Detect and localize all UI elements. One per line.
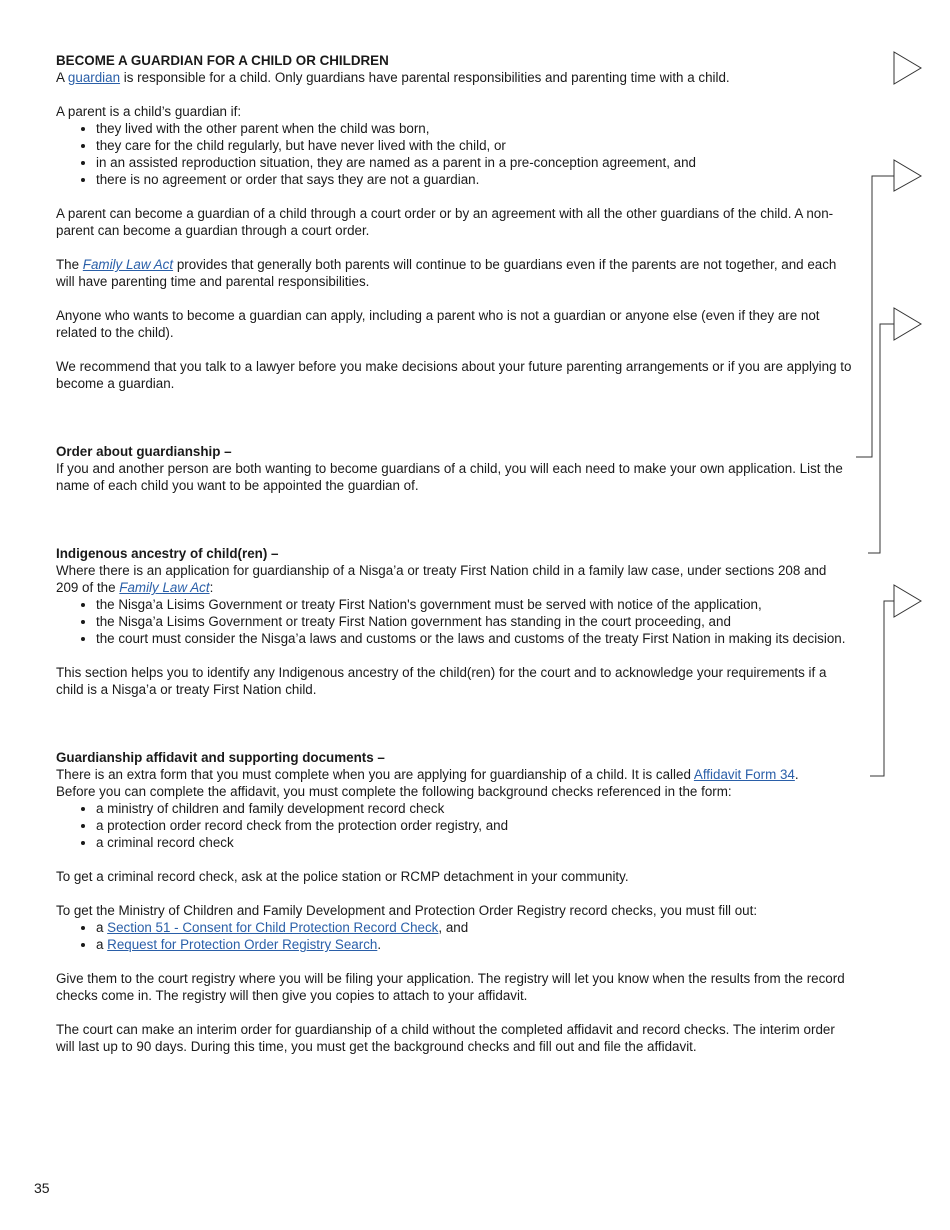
order-heading: Order about guardianship – xyxy=(56,444,232,459)
list-item: • a ministry of children and family development record check xyxy=(96,800,852,817)
list-item: • the court must consider the Nisga’a laws and customs or the laws and customs of the treaty First Nation in making its decision. xyxy=(96,630,852,647)
family-law-act-paragraph: The Family Law Act provides that generally both parents will continue to be guardians even if the parents are not together, and each will have parenting time and parental responsibilities. xyxy=(56,257,837,289)
bracket-line-2 xyxy=(856,176,894,457)
flag-marker-3 xyxy=(894,308,921,340)
list-item: • there is no agreement or order that says they are not a guardian. xyxy=(96,171,852,188)
become-guardian-paragraph: A parent can become a guardian of a child through a court order or by an agreement with all the other guardians of the child. A non-parent can become a guardian through a court order. xyxy=(56,206,834,238)
section-51-consent-link[interactable]: Section 51 - Consent for Child Protection Record Check xyxy=(107,920,439,935)
indigenous-body: Where there is an application for guardianship of a Nisga’a or treaty First Nation child in a family law case, under sections 208 and 209 of the Family Law Act: xyxy=(56,563,827,595)
fill-out-lead: To get the Ministry of Children and Family Development and Protection Order Registry record checks, you must fill out: xyxy=(56,903,758,918)
page-number: 35 xyxy=(34,1180,50,1196)
affidavit-before: Before you can complete the affidavit, you must complete the following background checks referenced in the form: xyxy=(56,784,732,799)
list-item: • a protection order record check from the protection order registry, and xyxy=(96,817,852,834)
protection-order-search-link[interactable]: Request for Protection Order Registry Search xyxy=(107,937,378,952)
family-law-act-link[interactable]: Family Law Act xyxy=(119,580,210,595)
registry-paragraph: Give them to the court registry where you will be filing your application. The registry will let you know when the results from the record checks come in. The registry will then give you copies to attach to your affidavit. xyxy=(56,971,845,1003)
indigenous-heading: Indigenous ancestry of child(ren) – xyxy=(56,546,279,561)
flag-marker-1 xyxy=(894,52,921,84)
list-item: • in an assisted reproduction situation, they are named as a parent in a pre-conception agreement, and xyxy=(96,154,852,171)
affidavit-body: There is an extra form that you must complete when you are applying for guardianship of a child. It is called Affidavit Form 34. xyxy=(56,767,799,782)
affidavit-heading: Guardianship affidavit and supporting documents – xyxy=(56,750,385,765)
family-law-act-link[interactable]: Family Law Act xyxy=(82,257,174,272)
parent-guardian-list xyxy=(56,120,852,188)
list-item: • a Section 51 - Consent for Child Protection Record Check, and xyxy=(96,919,852,936)
forms-list xyxy=(56,919,852,953)
list-item: • the Nisga’a Lisims Government or treaty First Nation government has standing in the court proceeding, and xyxy=(96,613,852,630)
background-checks-list xyxy=(56,800,852,851)
document-body xyxy=(56,52,852,1055)
bracket-line-4 xyxy=(870,601,894,776)
list-item: • they care for the child regularly, but have never lived with the child, or xyxy=(96,137,852,154)
order-body: If you and another person are both wanting to become guardians of a child, you will each need to make your own application. List the name of each child you want to be appointed the guardian of. xyxy=(56,461,843,493)
list-item: • the Nisga’a Lisims Government or treaty First Nation's government must be served with notice of the application, xyxy=(96,596,852,613)
criminal-check-paragraph: To get a criminal record check, ask at the police station or RCMP detachment in your community. xyxy=(56,869,629,884)
flag-marker-2 xyxy=(894,160,921,191)
indigenous-list xyxy=(56,596,852,647)
flag-marker-4 xyxy=(894,585,921,617)
anyone-paragraph: Anyone who wants to become a guardian can apply, including a parent who is not a guardian or anyone else (even if they are not related to the child). xyxy=(56,308,820,340)
indigenous-closing: This section helps you to identify any Indigenous ancestry of the child(ren) for the court and to acknowledge your requirements if a child is a Nisga’a or treaty First Nation child. xyxy=(56,665,827,697)
parent-guardian-lead: A parent is a child’s guardian if: xyxy=(56,104,242,119)
guardian-link[interactable]: guardian xyxy=(67,70,121,85)
guardian-intro: A guardian is responsible for a child. Only guardians have parental responsibilities and parenting time with a child. xyxy=(56,70,730,85)
list-item: • a Request for Protection Order Registry Search. xyxy=(96,936,852,953)
affidavit-form-34-link[interactable]: Affidavit Form 34 xyxy=(693,767,795,782)
list-item: • they lived with the other parent when the child was born, xyxy=(96,120,852,137)
list-item: • a criminal record check xyxy=(96,834,852,851)
interim-order-paragraph: The court can make an interim order for guardianship of a child without the completed affidavit and record checks. The interim order will last up to 90 days. During this time, you must get the background checks and fill out and file the affidavit. xyxy=(56,1022,835,1054)
recommend-paragraph: We recommend that you talk to a lawyer before you make decisions about your future parenting arrangements or if you are applying to become a guardian. xyxy=(56,359,852,391)
section-title: BECOME A GUARDIAN FOR A CHILD OR CHILDREN xyxy=(56,53,389,68)
